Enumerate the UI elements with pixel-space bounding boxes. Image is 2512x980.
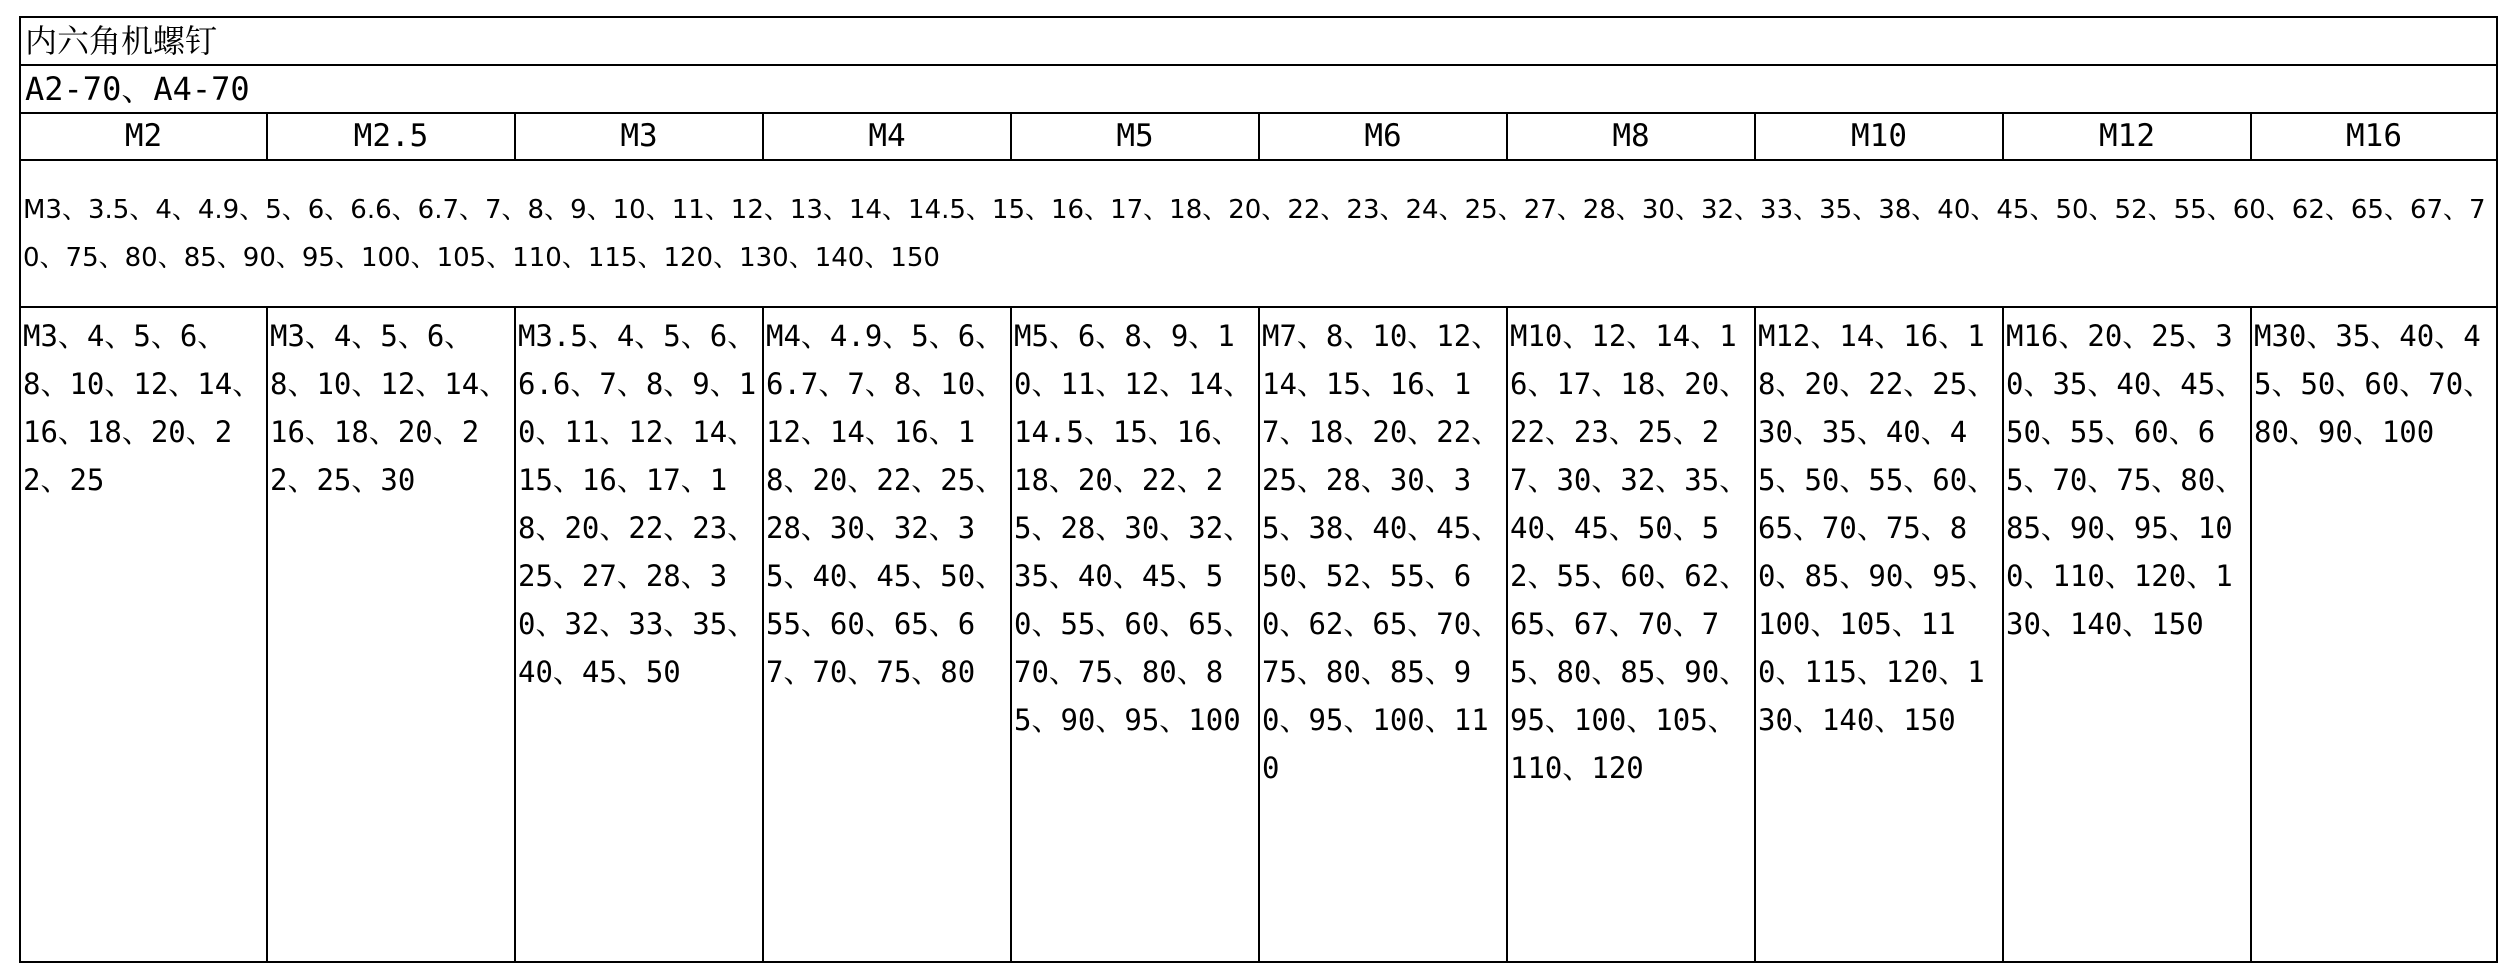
size-header: M2.5	[267, 113, 515, 160]
size-header: M8	[1507, 113, 1755, 160]
size-header: M4	[763, 113, 1011, 160]
size-lengths-row	[20, 307, 2497, 962]
size-header: M12	[2003, 113, 2251, 160]
size-header: M16	[2251, 113, 2497, 160]
general-lengths-row	[20, 160, 2497, 307]
size-header: M3	[515, 113, 763, 160]
size-header: M2	[20, 113, 267, 160]
size-lengths-cell: M3、4、5、6、8、10、12、14、16、18、20、22、25	[20, 307, 267, 962]
size-header: M10	[1755, 113, 2003, 160]
spec-table	[19, 16, 2498, 963]
title-row	[20, 17, 2497, 65]
general-lengths: M3、3.5、4、4.9、5、6、6.6、6.7、7、8、9、10、11、12、13、14、14.5、15、16、17、18、20、22、23、24、25、27、28、30、32、33、35、38、40、45、50、52、55、60、62、65、67、70、75、80、85、90、95、100、105、110、115、120、130、140、150	[20, 160, 2497, 307]
material-grade: A2-70、A4-70	[20, 65, 2497, 113]
size-lengths-cell: M30、35、40、45、50、60、70、80、90、100	[2251, 307, 2497, 962]
size-lengths-cell: M5、6、8、9、10、11、12、14、14.5、15、16、18、20、22、25、28、30、32、35、40、45、50、55、60、65、70、75、80、85、90、95、100	[1011, 307, 1259, 962]
table-title: 内六角机螺钉	[20, 17, 2497, 65]
size-lengths-cell: M16、20、25、30、35、40、45、50、55、60、65、70、75、80、85、90、95、100、110、120、130、140、150	[2003, 307, 2251, 962]
size-lengths-cell: M4、4.9、5、6、6.7、7、8、10、12、14、16、18、20、22、25、28、30、32、35、40、45、50、55、60、65、67、70、75、80	[763, 307, 1011, 962]
size-lengths-cell: M10、12、14、16、17、18、20、22、23、25、27、30、32、35、40、45、50、52、55、60、62、65、67、70、75、80、85、90、95、100、105、110、120	[1507, 307, 1755, 962]
size-lengths-cell: M3、4、5、6、8、10、12、14、16、18、20、22、25、30	[267, 307, 515, 962]
size-header: M6	[1259, 113, 1507, 160]
size-lengths-cell: M7、8、10、12、14、15、16、17、18、20、22、25、28、30、35、38、40、45、50、52、55、60、62、65、70、75、80、85、90、95、100、110	[1259, 307, 1507, 962]
size-header-row	[20, 113, 2497, 160]
size-lengths-cell: M3.5、4、5、6、6.6、7、8、9、10、11、12、14、15、16、17、18、20、22、23、25、27、28、30、32、33、35、40、45、50	[515, 307, 763, 962]
size-lengths-cell: M12、14、16、18、20、22、25、30、35、40、45、50、55、60、65、70、75、80、85、90、95、100、105、110、115、120、130、140、150	[1755, 307, 2003, 962]
grade-row	[20, 65, 2497, 113]
size-header: M5	[1011, 113, 1259, 160]
